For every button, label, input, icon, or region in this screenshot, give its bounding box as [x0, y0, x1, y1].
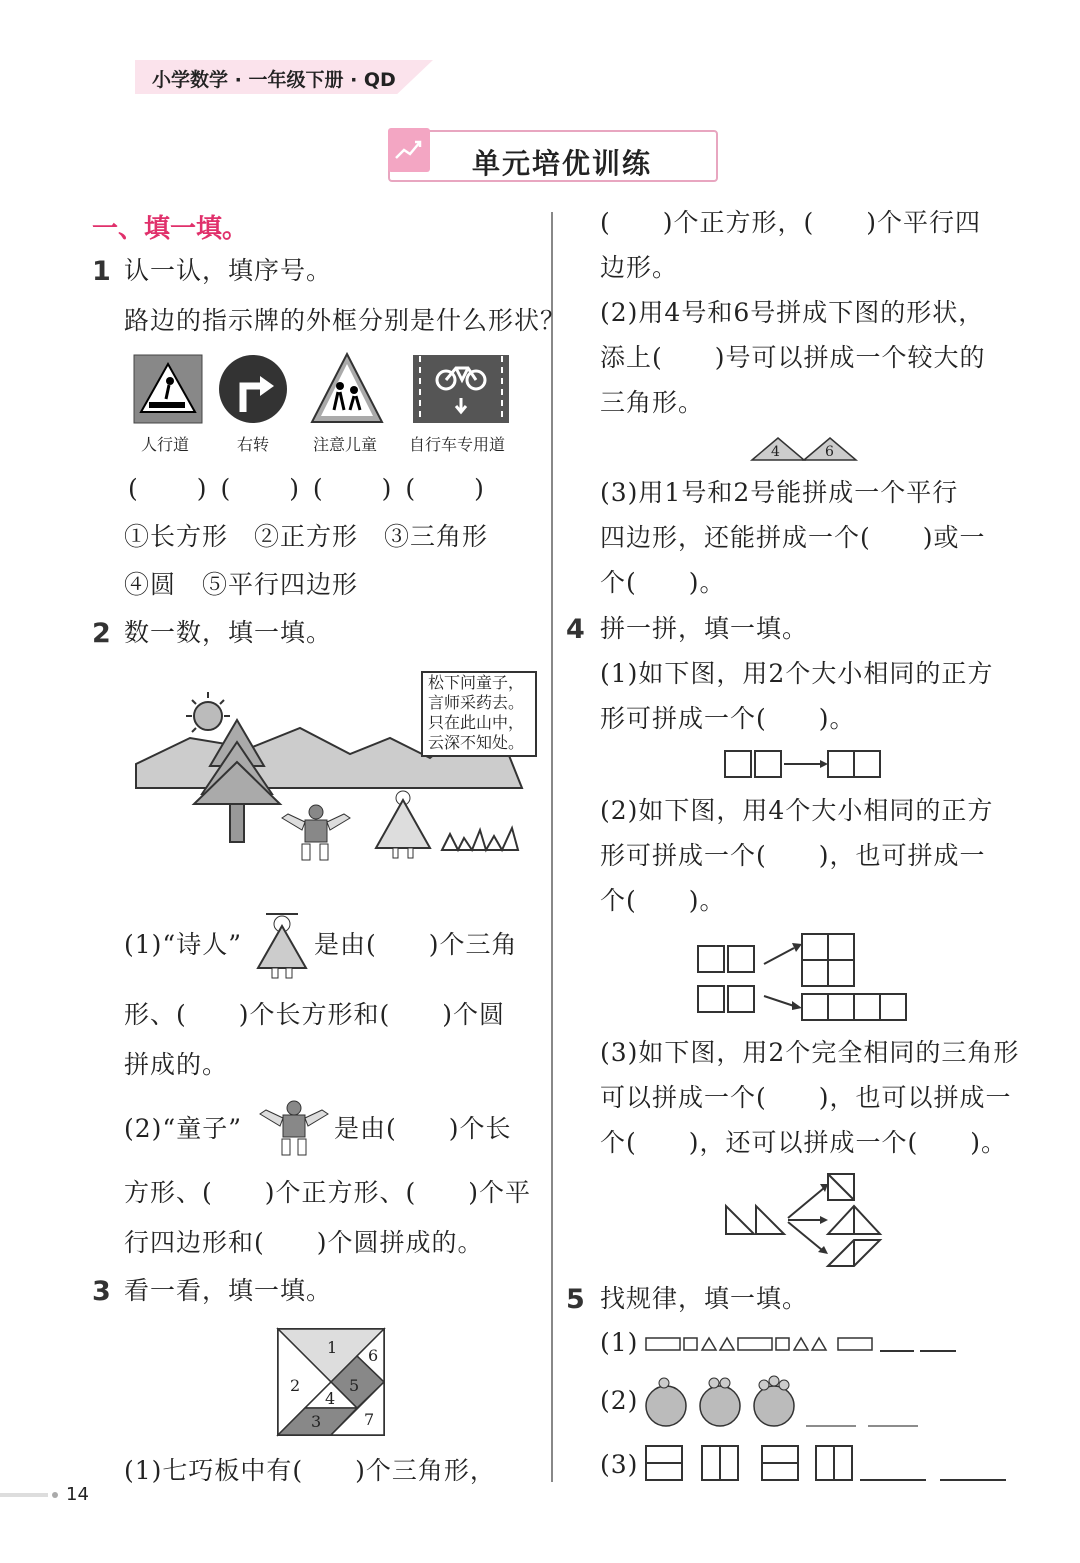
piece-label: 4	[771, 444, 780, 460]
page-dot	[52, 1492, 58, 1498]
tangram-label: 3	[311, 1412, 322, 1431]
poem-line: 云深不知处。	[428, 733, 525, 752]
four-squares-figure	[696, 930, 912, 1024]
two-squares-figure	[724, 750, 884, 780]
question-number: 1	[92, 256, 111, 287]
q4-p1-text: (1)如下图，用2个大小相同的正方	[600, 659, 994, 688]
unit-title: 单元培优训练	[472, 147, 653, 180]
piece-label: 6	[825, 444, 834, 460]
q5-title: 找规律，填一填。	[600, 1284, 809, 1313]
q1-prompt: 路边的指示牌的外框分别是什么形状？	[124, 306, 567, 335]
poem-line: 只在此山中，	[428, 713, 525, 732]
question-number: 4	[566, 614, 585, 645]
tangram-label: 1	[327, 1338, 338, 1357]
page-bar	[0, 1493, 48, 1497]
q4-p3-text: 可以拼成一个( )，也可以拼成一	[600, 1083, 1012, 1112]
sign-caption: 人行道	[141, 435, 190, 454]
poem-line: 松下问童子，	[428, 673, 525, 692]
q3-p1-text: ( )个正方形，( )个平行四	[600, 208, 982, 237]
pieces-4-6-figure	[750, 436, 860, 462]
book-title: 小学数学 · 一年级下册 · QD	[152, 69, 396, 91]
q2-p2-label: (2)“童子”	[124, 1114, 242, 1143]
trend-icon	[388, 128, 430, 172]
q3-p3-text: 个( )。	[600, 568, 726, 597]
q2-p1-text: 拼成的。	[124, 1050, 229, 1079]
pattern-2-shapes	[644, 1374, 934, 1430]
tangram-label: 7	[364, 1410, 375, 1429]
question-number: 2	[92, 618, 111, 649]
q3-p1-text: (1)七巧板中有( )个三角形，	[124, 1456, 496, 1485]
sign-caption: 注意儿童	[313, 435, 378, 454]
tangram-label: 2	[290, 1376, 301, 1395]
question-number: 3	[92, 1276, 111, 1307]
q4-p2-text: 形可拼成一个( )，也可拼成一	[600, 841, 986, 870]
tangram-label: 6	[368, 1346, 379, 1365]
q3-p3-text: (3)用1号和2号能拼成一个平行	[600, 478, 959, 507]
question-number: 5	[566, 1284, 585, 1315]
q3-title: 看一看，填一填。	[124, 1276, 333, 1305]
tangram-label: 5	[349, 1376, 360, 1395]
two-triangles-figure	[724, 1170, 884, 1270]
q1-title: 认一认，填序号。	[124, 256, 333, 285]
sign-crosswalk-icon	[133, 354, 203, 424]
column-divider	[551, 212, 553, 1482]
q1-options: ④圆 ⑤平行四边形	[124, 570, 359, 599]
q4-p2-text: 个( )。	[600, 886, 726, 915]
q4-p1-text: 形可拼成一个( )。	[600, 704, 856, 733]
q3-p2-text: 三角形。	[600, 388, 705, 417]
q2-p1-label: (1)“诗人”	[124, 930, 242, 959]
q3-p3-text: 四边形，还能拼成一个( )或一	[600, 523, 986, 552]
q2-p1-text: 形、( )个长方形和( )个圆	[124, 1000, 506, 1029]
sign-turn-right-icon	[218, 354, 288, 424]
q3-p2-text: 添上( )号可以拼成一个较大的	[600, 343, 986, 372]
q2-p2-text: 是由( )个长	[334, 1114, 512, 1143]
q5-row-label: (3)	[600, 1450, 639, 1479]
q2-title: 数一数，填一填。	[124, 618, 333, 647]
sign-bike-lane-icon	[412, 354, 510, 424]
q3-p1-text: 边形。	[600, 253, 679, 282]
q2-p1-text: 是由( )个三角	[314, 930, 518, 959]
sign-children-icon	[310, 352, 384, 424]
poem-line: 言师采药去。	[428, 693, 525, 712]
q1-blanks: ( ) ( ) ( ) ( )	[128, 474, 487, 503]
q4-p3-text: (3)如下图，用2个完全相同的三角形	[600, 1038, 1020, 1067]
pattern-1-shapes	[644, 1334, 964, 1354]
q5-row-label: (1)	[600, 1328, 639, 1357]
sign-caption: 自行车专用道	[409, 435, 506, 454]
pattern-3-shapes	[644, 1444, 1012, 1484]
section-title: 一、填一填。	[92, 214, 249, 244]
q4-p3-text: 个( )，还可以拼成一个( )。	[600, 1128, 1008, 1157]
child-figure-icon	[258, 1100, 330, 1158]
q1-options: ①长方形 ②正方形 ③三角形	[124, 522, 489, 551]
sign-caption: 右转	[237, 435, 270, 454]
q3-p2-text: (2)用4号和6号拼成下图的形状，	[600, 298, 985, 327]
q4-p2-text: (2)如下图，用4个大小相同的正方	[600, 796, 994, 825]
page-number: 14	[66, 1484, 89, 1505]
tangram-label: 4	[325, 1389, 336, 1408]
q5-row-label: (2)	[600, 1386, 639, 1415]
poet-figure-icon	[252, 906, 312, 980]
q2-p2-text: 方形、( )个正方形、( )个平	[124, 1178, 532, 1207]
q4-title: 拼一拼，填一填。	[600, 614, 809, 643]
q2-p2-text: 行四边形和( )个圆拼成的。	[124, 1228, 484, 1257]
